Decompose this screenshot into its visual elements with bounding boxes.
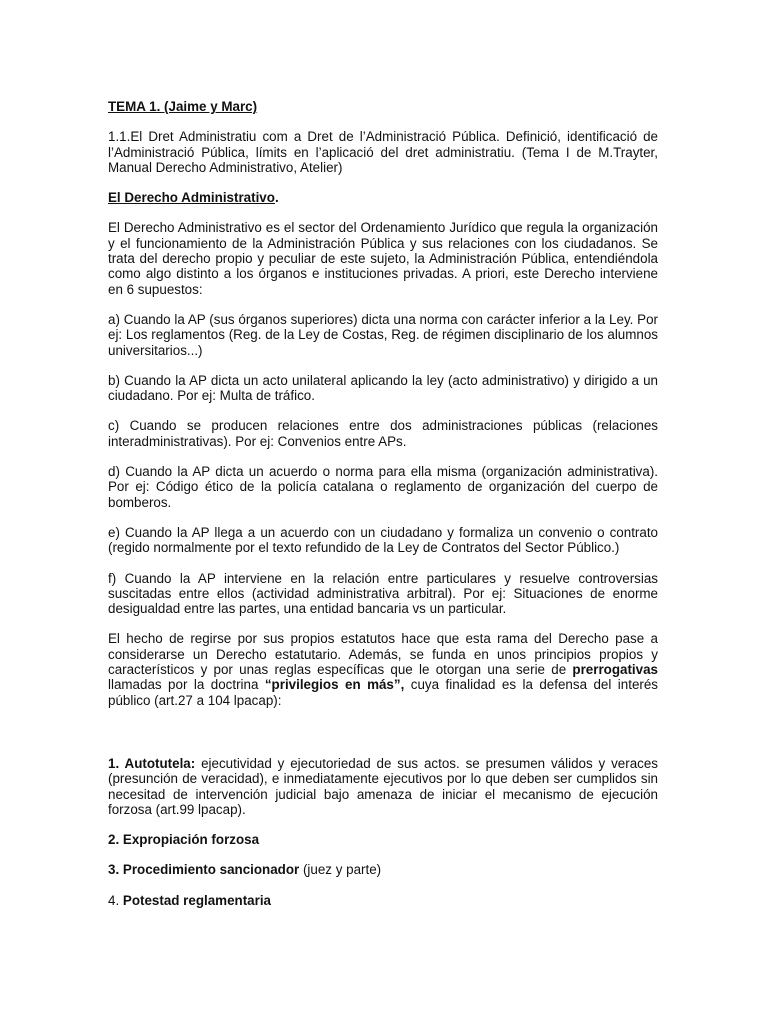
case-item-e: e) Cuando la AP llega a un acuerdo con un ciudadano y formaliza un convenio o contrato (regido normalmente por el texto refundido de la Ley de Contratos del Sector Público.)	[108, 524, 658, 556]
case-item-c: c) Cuando se producen relaciones entre dos administraciones públicas (relaciones interadministrativas). Por ej: Convenios entre APs.	[108, 418, 658, 449]
prerogative-item-1	[108, 756, 658, 817]
statute-text-2: llamadas por la doctrina	[108, 677, 265, 693]
document-page	[108, 99, 658, 923]
intro-paragraph: 1.1.El Dret Administratiu com a Dret de l’Administració Pública. Definició, identificació de l’Administració Pública, límits en l’aplicació del dret administratiu. (Tema I de M.Trayter, Manual Derecho Administrativo, Atelier)	[108, 129, 658, 175]
section-heading	[108, 190, 658, 205]
prerogative-item-2	[108, 832, 658, 847]
statute-text-1: El hecho de regirse por sus propios estatutos hace que esta rama del Derecho pase a considerarse un Derecho estatutario. Además, se funda en unos principios propios y característicos y por unas reglas específicas que le otorgan una serie de	[108, 631, 658, 678]
title-text: TEMA 1. (Jaime y Marc)	[108, 99, 258, 114]
prerogative-item-3	[108, 862, 658, 877]
prerogative-item-4	[108, 893, 658, 908]
statute-text-3: cuya finalidad es la defensa del interés público (art.27 a 104 lpacap):	[108, 677, 658, 708]
case-item-a: a) Cuando la AP (sus órganos superiores) dicta una norma con carácter inferior a la Ley. Por ej: Los reglamentos (Reg. de la Ley de Costas, Reg. de régimen disciplinario de los alumnos universitarios...)	[108, 311, 658, 358]
prerogative-number-2: 2.	[108, 832, 123, 848]
document-title	[108, 99, 658, 114]
definition-paragraph: El Derecho Administrativo es el sector del Ordenamiento Jurídico que regula la organización y el funcionamiento de la Administración Pública y sus relaciones con los ciudadanos. Se trata del derecho propio y peculiar de este sujeto, la Administración Pública, entendiéndola como algo distinto a los órganos e instituciones privadas. A priori, este Derecho interviene en 6 supuestos:	[108, 220, 658, 297]
case-item-b: b) Cuando la AP dicta un acto unilateral aplicando la ley (acto administrativo) y dirigido a un ciudadano. Por ej: Multa de tráfico.	[108, 372, 658, 404]
statute-bold-prerrogativas: prerrogativas	[572, 662, 658, 678]
prerogative-number-3: 3.	[108, 862, 123, 878]
prerogative-label-4: Potestad reglamentaria	[122, 892, 271, 908]
statute-paragraph	[108, 631, 658, 707]
statute-bold-privilegios: “privilegios en más”,	[264, 677, 405, 693]
section-heading-period: .	[274, 190, 279, 206]
section-heading-text: El Derecho Administrativo	[108, 190, 275, 206]
prerogative-number-4: 4.	[108, 892, 123, 908]
case-item-d: d) Cuando la AP dicta un acuerdo o norma para ella misma (organización administrativa). Por ej: Código ético de la policía catalana o reglamento de organización del cuerpo de bomberos.	[108, 464, 658, 510]
prerogative-text-3: (juez y parte)	[299, 862, 382, 878]
prerogative-text-1: ejecutividad y ejecutoriedad de sus actos. se presumen válidos y veraces (presunción de veracidad), e inmediatamente ejecutivos por lo que deben ser cumplidos sin necesitad de intervención judicial bajo amenaza de iniciar el mecanismo de ejecución forzosa (art.99 lpacap).	[108, 755, 658, 817]
case-item-f: f) Cuando la AP interviene en la relación entre particulares y resuelve controversias suscitadas entre ellos (actividad administrativa arbitral). Por ej: Situaciones de enorme desigualdad entre las partes, una entidad bancaria vs un particular.	[108, 570, 658, 617]
prerogative-label-3: Procedimiento sancionador	[122, 862, 300, 878]
prerogative-label-2: Expropiación forzosa	[122, 832, 260, 848]
prerogative-number-1: 1.	[108, 755, 125, 771]
blank-gap	[108, 723, 658, 756]
prerogative-label-1: Autotutela:	[124, 755, 196, 771]
